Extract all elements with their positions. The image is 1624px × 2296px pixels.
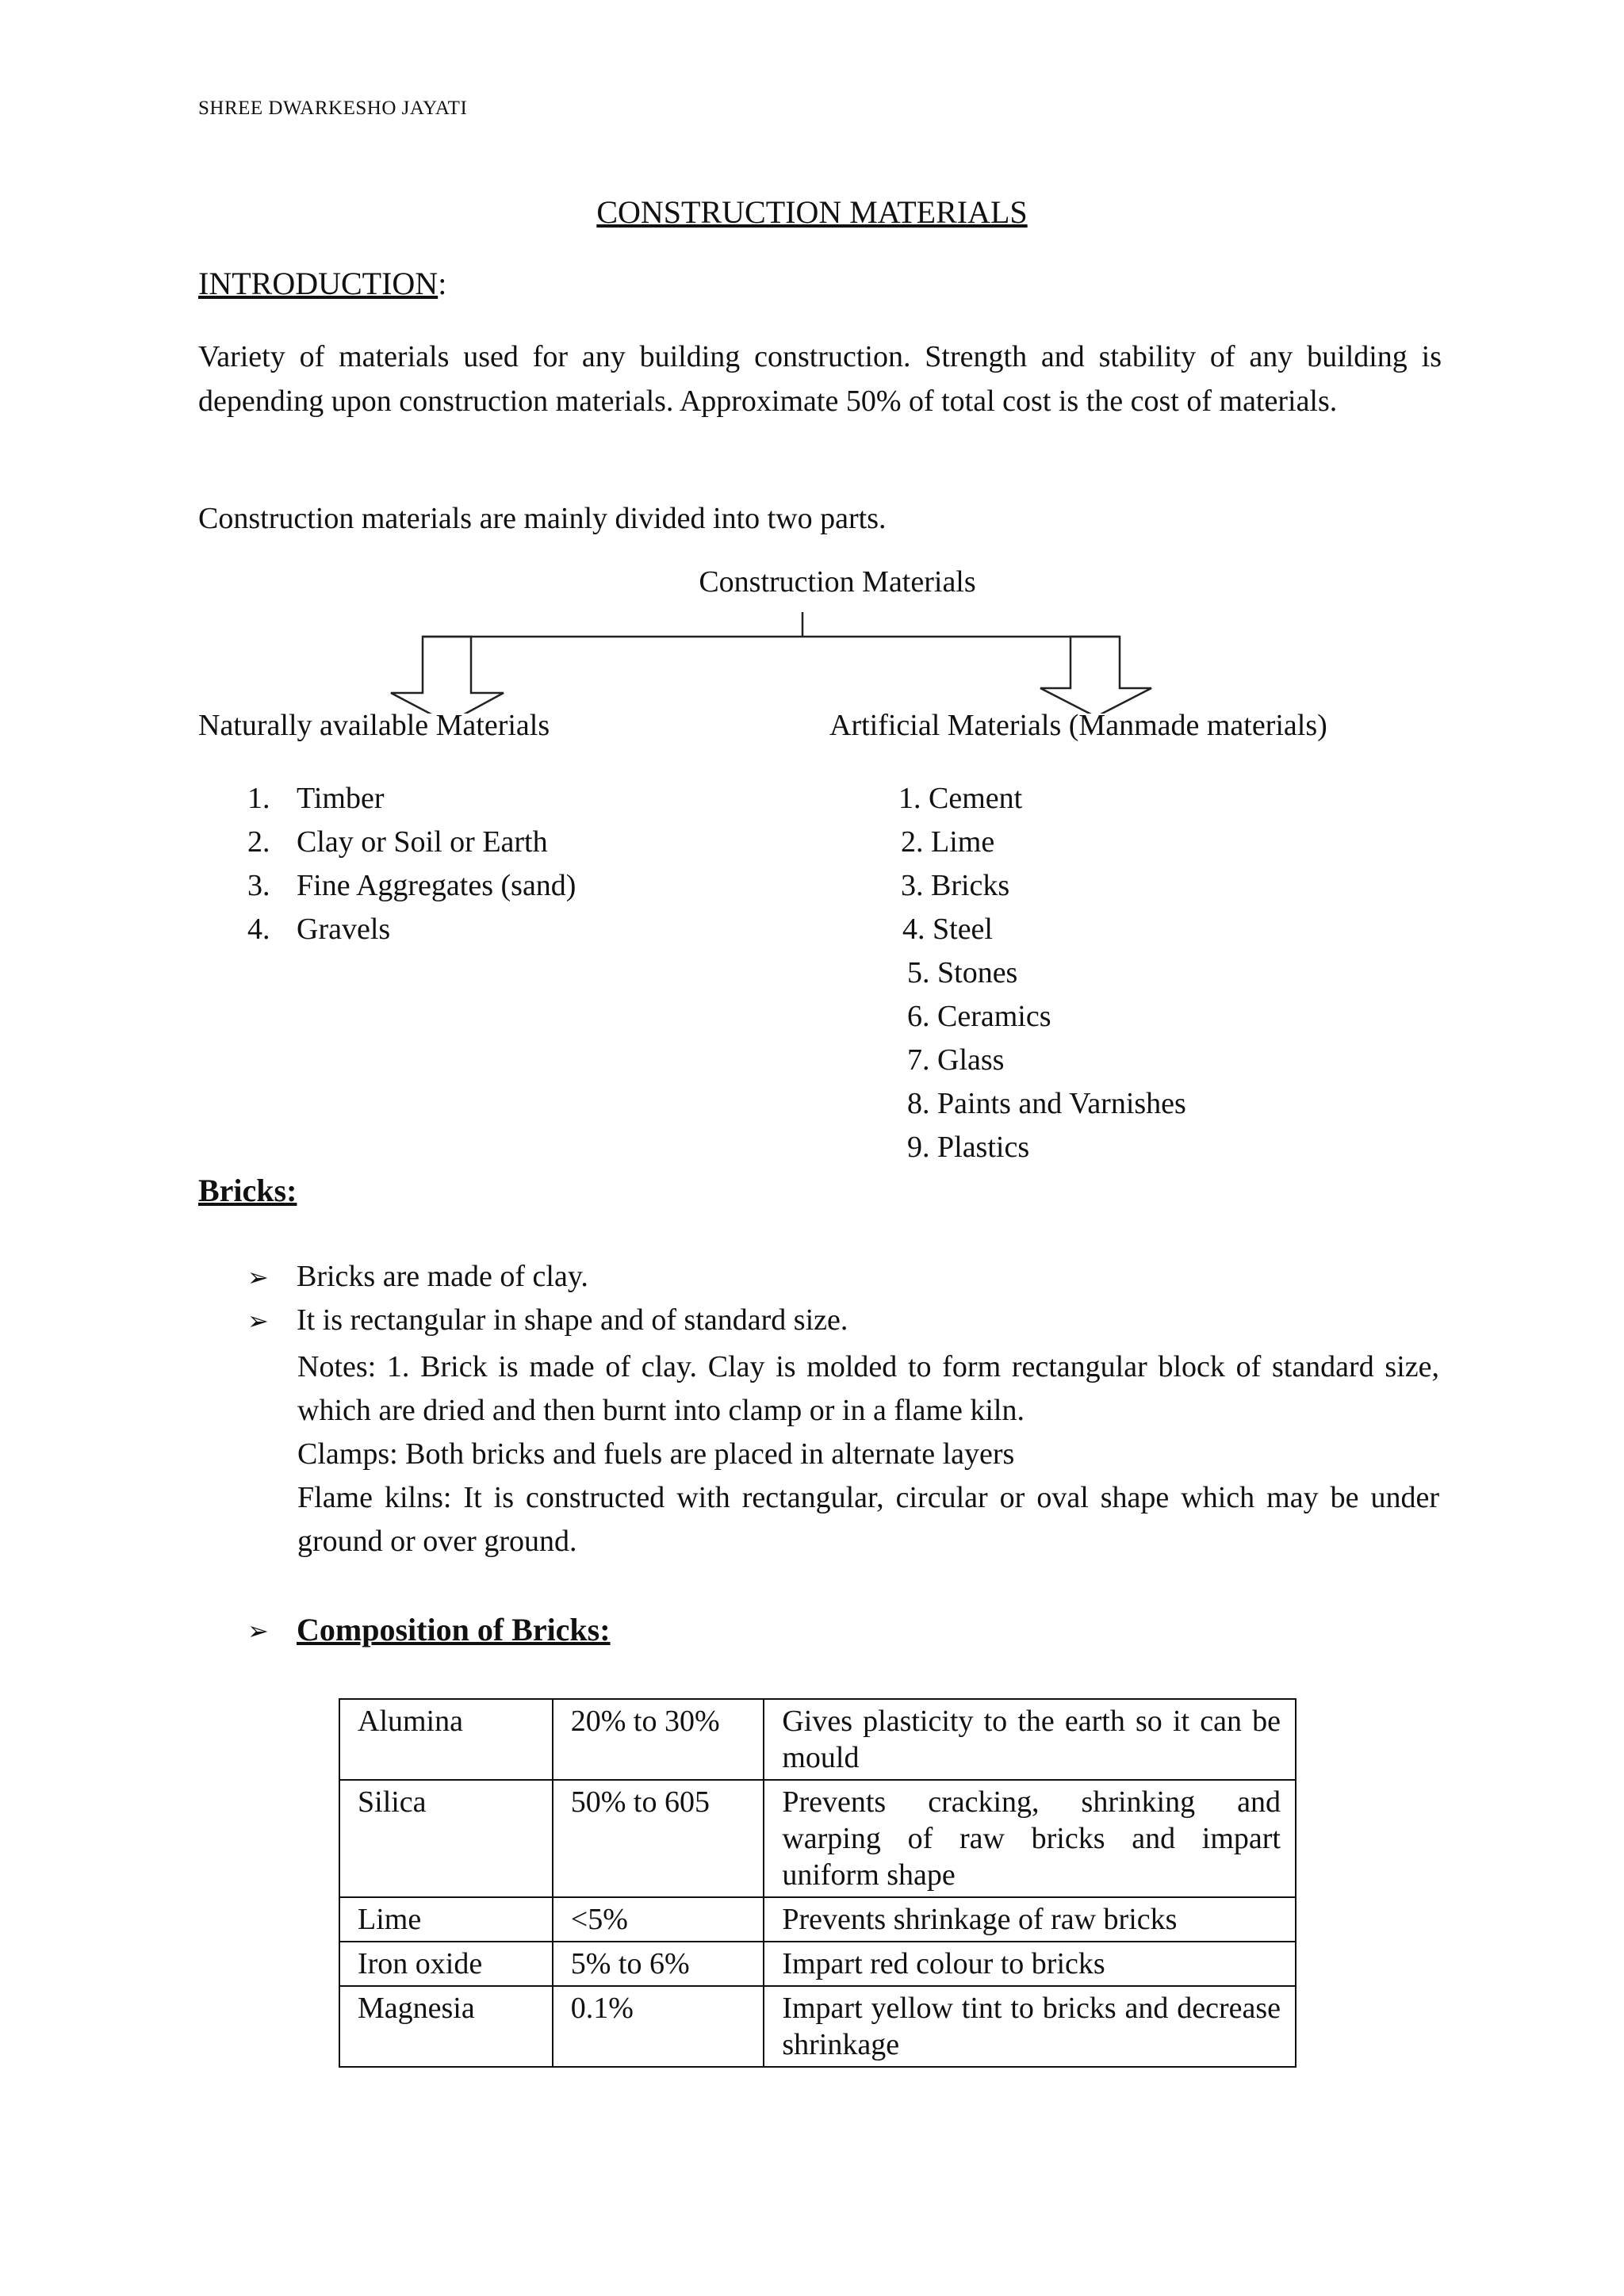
range-cell: 50% to 605: [553, 1780, 764, 1897]
range-cell: <5%: [553, 1897, 764, 1942]
list-item-text: Lime: [931, 825, 995, 859]
list-item-number: 4.: [902, 913, 925, 946]
purpose-cell: Impart yellow tint to bricks and decrease shrinkage: [764, 1986, 1296, 2067]
purpose-cell: Prevents cracking, shrinking and warping of raw bricks and impart uniform shape: [764, 1780, 1296, 1897]
table-row: [339, 1942, 1296, 1986]
list-item-number: 3.: [247, 869, 270, 902]
table-row: [339, 1699, 1296, 1780]
arrow-bullet-icon: ➢: [247, 1263, 269, 1292]
introduction-heading-colon: :: [438, 266, 447, 301]
list-item-text: Clay or Soil or Earth: [297, 825, 548, 859]
list-item-number: 4.: [247, 913, 270, 946]
composition-heading: Composition of Bricks:: [297, 1612, 611, 1647]
classification-diagram: [0, 0, 1624, 714]
diagram-root-label: Construction Materials: [699, 565, 976, 599]
purpose-cell: Prevents shrinkage of raw bricks: [764, 1897, 1296, 1942]
bullet-item: Bricks are made of clay.: [297, 1260, 588, 1293]
division-sentence: Construction materials are mainly divided into two parts.: [198, 502, 887, 535]
list-item: [901, 868, 1009, 903]
list-item: [907, 999, 1051, 1034]
list-item: [247, 781, 270, 816]
list-item-number: 1.: [898, 782, 921, 815]
table-row: [339, 1780, 1296, 1897]
right-branch-arrow: [1040, 637, 1151, 714]
list-item-text: Timber: [297, 782, 385, 815]
purpose-cell: Impart red colour to bricks: [764, 1942, 1296, 1986]
list-item: [901, 825, 994, 859]
list-item: [898, 781, 1022, 816]
list-item-text: Steel: [933, 913, 993, 946]
list-item: [247, 868, 270, 903]
range-cell: 5% to 6%: [553, 1942, 764, 1986]
page-title: CONSTRUCTION MATERIALS: [596, 194, 1028, 230]
bricks-heading: Bricks:: [198, 1173, 297, 1208]
component-cell: Silica: [339, 1780, 553, 1897]
table-row: [339, 1986, 1296, 2067]
list-item: [907, 1043, 1004, 1077]
list-item-text: Ceramics: [937, 1000, 1051, 1033]
component-cell: Magnesia: [339, 1986, 553, 2067]
list-item-number: 6.: [907, 1000, 930, 1033]
list-item-text: Bricks: [931, 869, 1010, 902]
list-item-text: Stones: [937, 956, 1018, 989]
range-cell: 20% to 30%: [553, 1699, 764, 1780]
list-item: [902, 912, 993, 947]
composition-table: [339, 1698, 1297, 2068]
list-item-number: 1.: [247, 782, 270, 815]
list-item-number: 5.: [907, 956, 930, 989]
range-cell: 0.1%: [553, 1986, 764, 2067]
component-cell: Lime: [339, 1897, 553, 1942]
list-item-text: Gravels: [297, 913, 391, 946]
list-item-number: 7.: [907, 1043, 930, 1077]
list-item-number: 2.: [247, 825, 270, 859]
list-item-text: Glass: [937, 1043, 1005, 1077]
left-branch-arrow: [391, 637, 504, 714]
page-header: SHREE DWARKESHO JAYATI: [198, 98, 468, 119]
list-item: [907, 1130, 1029, 1165]
introduction-paragraph: Variety of materials used for any building construction. Strength and stability of any building is depending upon construction materials. Approximate 50% of total cost is the cost of materials.: [198, 340, 1442, 418]
introduction-heading-text: INTRODUCTION: [198, 266, 439, 301]
list-item-number: 2.: [901, 825, 924, 859]
table-row: [339, 1897, 1296, 1942]
list-item-number: 3.: [901, 869, 924, 902]
list-item-number: 8.: [907, 1087, 930, 1120]
bullet-item: It is rectangular in shape and of standard size.: [297, 1303, 848, 1337]
list-item-text: Plastics: [937, 1131, 1030, 1164]
list-item-text: Fine Aggregates (sand): [297, 869, 576, 902]
list-item-number: 9.: [907, 1131, 930, 1164]
arrow-bullet-icon: ➢: [247, 1617, 269, 1645]
arrow-bullet-icon: ➢: [247, 1307, 269, 1335]
clamps-note: Clamps: Both bricks and fuels are placed in alternate layers: [297, 1437, 1015, 1471]
flame-kilns-note: Flame kilns: It is constructed with rectangular, circular or oval shape which may be under ground or over ground.: [297, 1481, 1439, 1558]
list-item: [247, 825, 270, 859]
list-item-text: Cement: [929, 782, 1023, 815]
list-item: [907, 955, 1017, 990]
natural-materials-label: Naturally available Materials: [198, 709, 550, 742]
artificial-materials-label: Artificial Materials (Manmade materials): [829, 709, 1327, 742]
purpose-cell: Gives plasticity to the earth so it can be mould: [764, 1699, 1296, 1780]
notes-paragraph: Notes: 1. Brick is made of clay. Clay is molded to form rectangular block of standard size, which are dried and then burnt into clamp or in a flame kiln.: [297, 1350, 1439, 1427]
list-item: [247, 912, 270, 947]
component-cell: Iron oxide: [339, 1942, 553, 1986]
list-item: [907, 1086, 1186, 1121]
list-item-text: Paints and Varnishes: [937, 1087, 1186, 1120]
component-cell: Alumina: [339, 1699, 553, 1780]
